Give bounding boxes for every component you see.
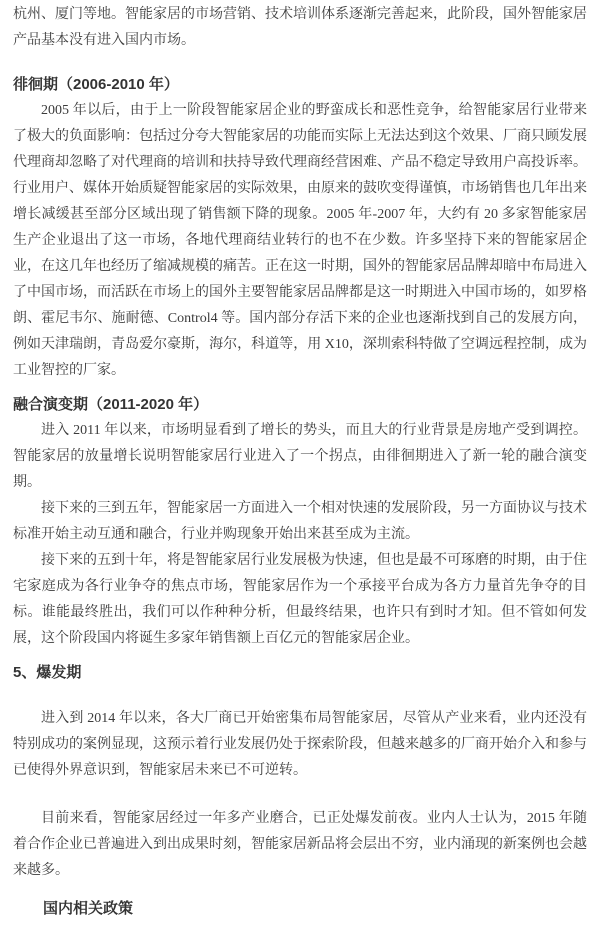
paragraph-fusion-3: 接下来的五到十年，将是智能家居行业发展极为快速，但也是最不可琢磨的时期，由于住宅家庭成为各行业争夺的焦点市场，智能家居作为一个承接平台成为各方力量首先争夺的目标。谁能最终胜出，我们可以作种种分析，但最终结果，也许只有到时才知。但不管如何发展，这个阶段国内将诞生多家年销售额上百亿元的智能家居企业。 xyxy=(13,553,587,646)
paragraph-explosion-2: 目前来看，智能家居经过一年多产业磨合，已正处爆发前夜。业内人士认为，2015 年随着合作企业已普遍进入到出成果时刻，智能家居新品将会层出不穷，业内涌现的新案例也会越来越多。 xyxy=(13,811,587,878)
paragraph-fusion-1: 进入 2011 年以来，市场明显看到了增长的势头，而且大的行业背景是房地产受到调控。智能家居的放量增长说明智能家居行业进入了一个拐点，由徘徊期进入了新一轮的融合演变期。 xyxy=(13,423,587,490)
heading-explosion-period: 5、爆发期 xyxy=(13,664,82,681)
paragraph-fusion-2: 接下来的三到五年，智能家居一方面进入一个相对快速的发展阶段，另一方面协议与技术标准开始主动互通和融合，行业并购现象开始出来甚至成为主流。 xyxy=(13,501,587,542)
paragraph-explosion-1: 进入到 2014 年以来，各大厂商已开始密集布局智能家居，尽管从产业来看，业内还没有特别成功的案例显现，这预示着行业发展仍处于探索阶段，但越来越多的厂商开始介入和参与已使得外界意识到，智能家居未来已不可逆转。 xyxy=(13,711,587,778)
heading-domestic-policies: 国内相关政策 xyxy=(43,900,134,917)
heading-wandering-period: 徘徊期（2006-2010 年） xyxy=(13,76,179,93)
heading-fusion-evolution-period: 融合演变期（2011-2020 年） xyxy=(13,396,209,413)
paragraph-wandering-period: 2005 年以后，由于上一阶段智能家居企业的野蛮成长和恶性竞争，给智能家居行业带来了极大的负面影响：包括过分夸大智能家居的功能而实际上无法达到这个效果、厂商只顾发展代理商却忽略了对代理商的培训和扶持导致代理商经营困难、产品不稳定导致用户高投诉率。行业用户、媒体开始质疑智能家居的实际效果，由原来的鼓吹变得谨慎，市场销售也几年出来增长减缓甚至部分区域出现了销售额下降的现象。2005 年-2007 年，大约有 20 多家智能家居生产企业退出了这一市场，各地代理商结业转行的也不在少数。许多坚持下来的智能家居企业，在这几年也经历了缩减规模的痛苦。正在这一时期，国外的智能家居品牌却暗中布局进入了中国市场，而活跃在市场上的国外主要智能家居品牌都是这一时期进入中国市场的，如罗格朗、霍尼韦尔、施耐德、Control4 等。国内部分存活下来的企业也逐渐找到自己的发展方向，例如天津瑞朗，青岛爱尔豪斯，海尔，科道等，用 X10，深圳索科特做了空调远程控制，成为工业智控的厂家。 xyxy=(13,103,587,378)
paragraph-continuation: 杭州、厦门等地。智能家居的市场营销、技术培训体系逐渐完善起来，此阶段，国外智能家居产品基本没有进入国内市场。 xyxy=(13,7,587,48)
